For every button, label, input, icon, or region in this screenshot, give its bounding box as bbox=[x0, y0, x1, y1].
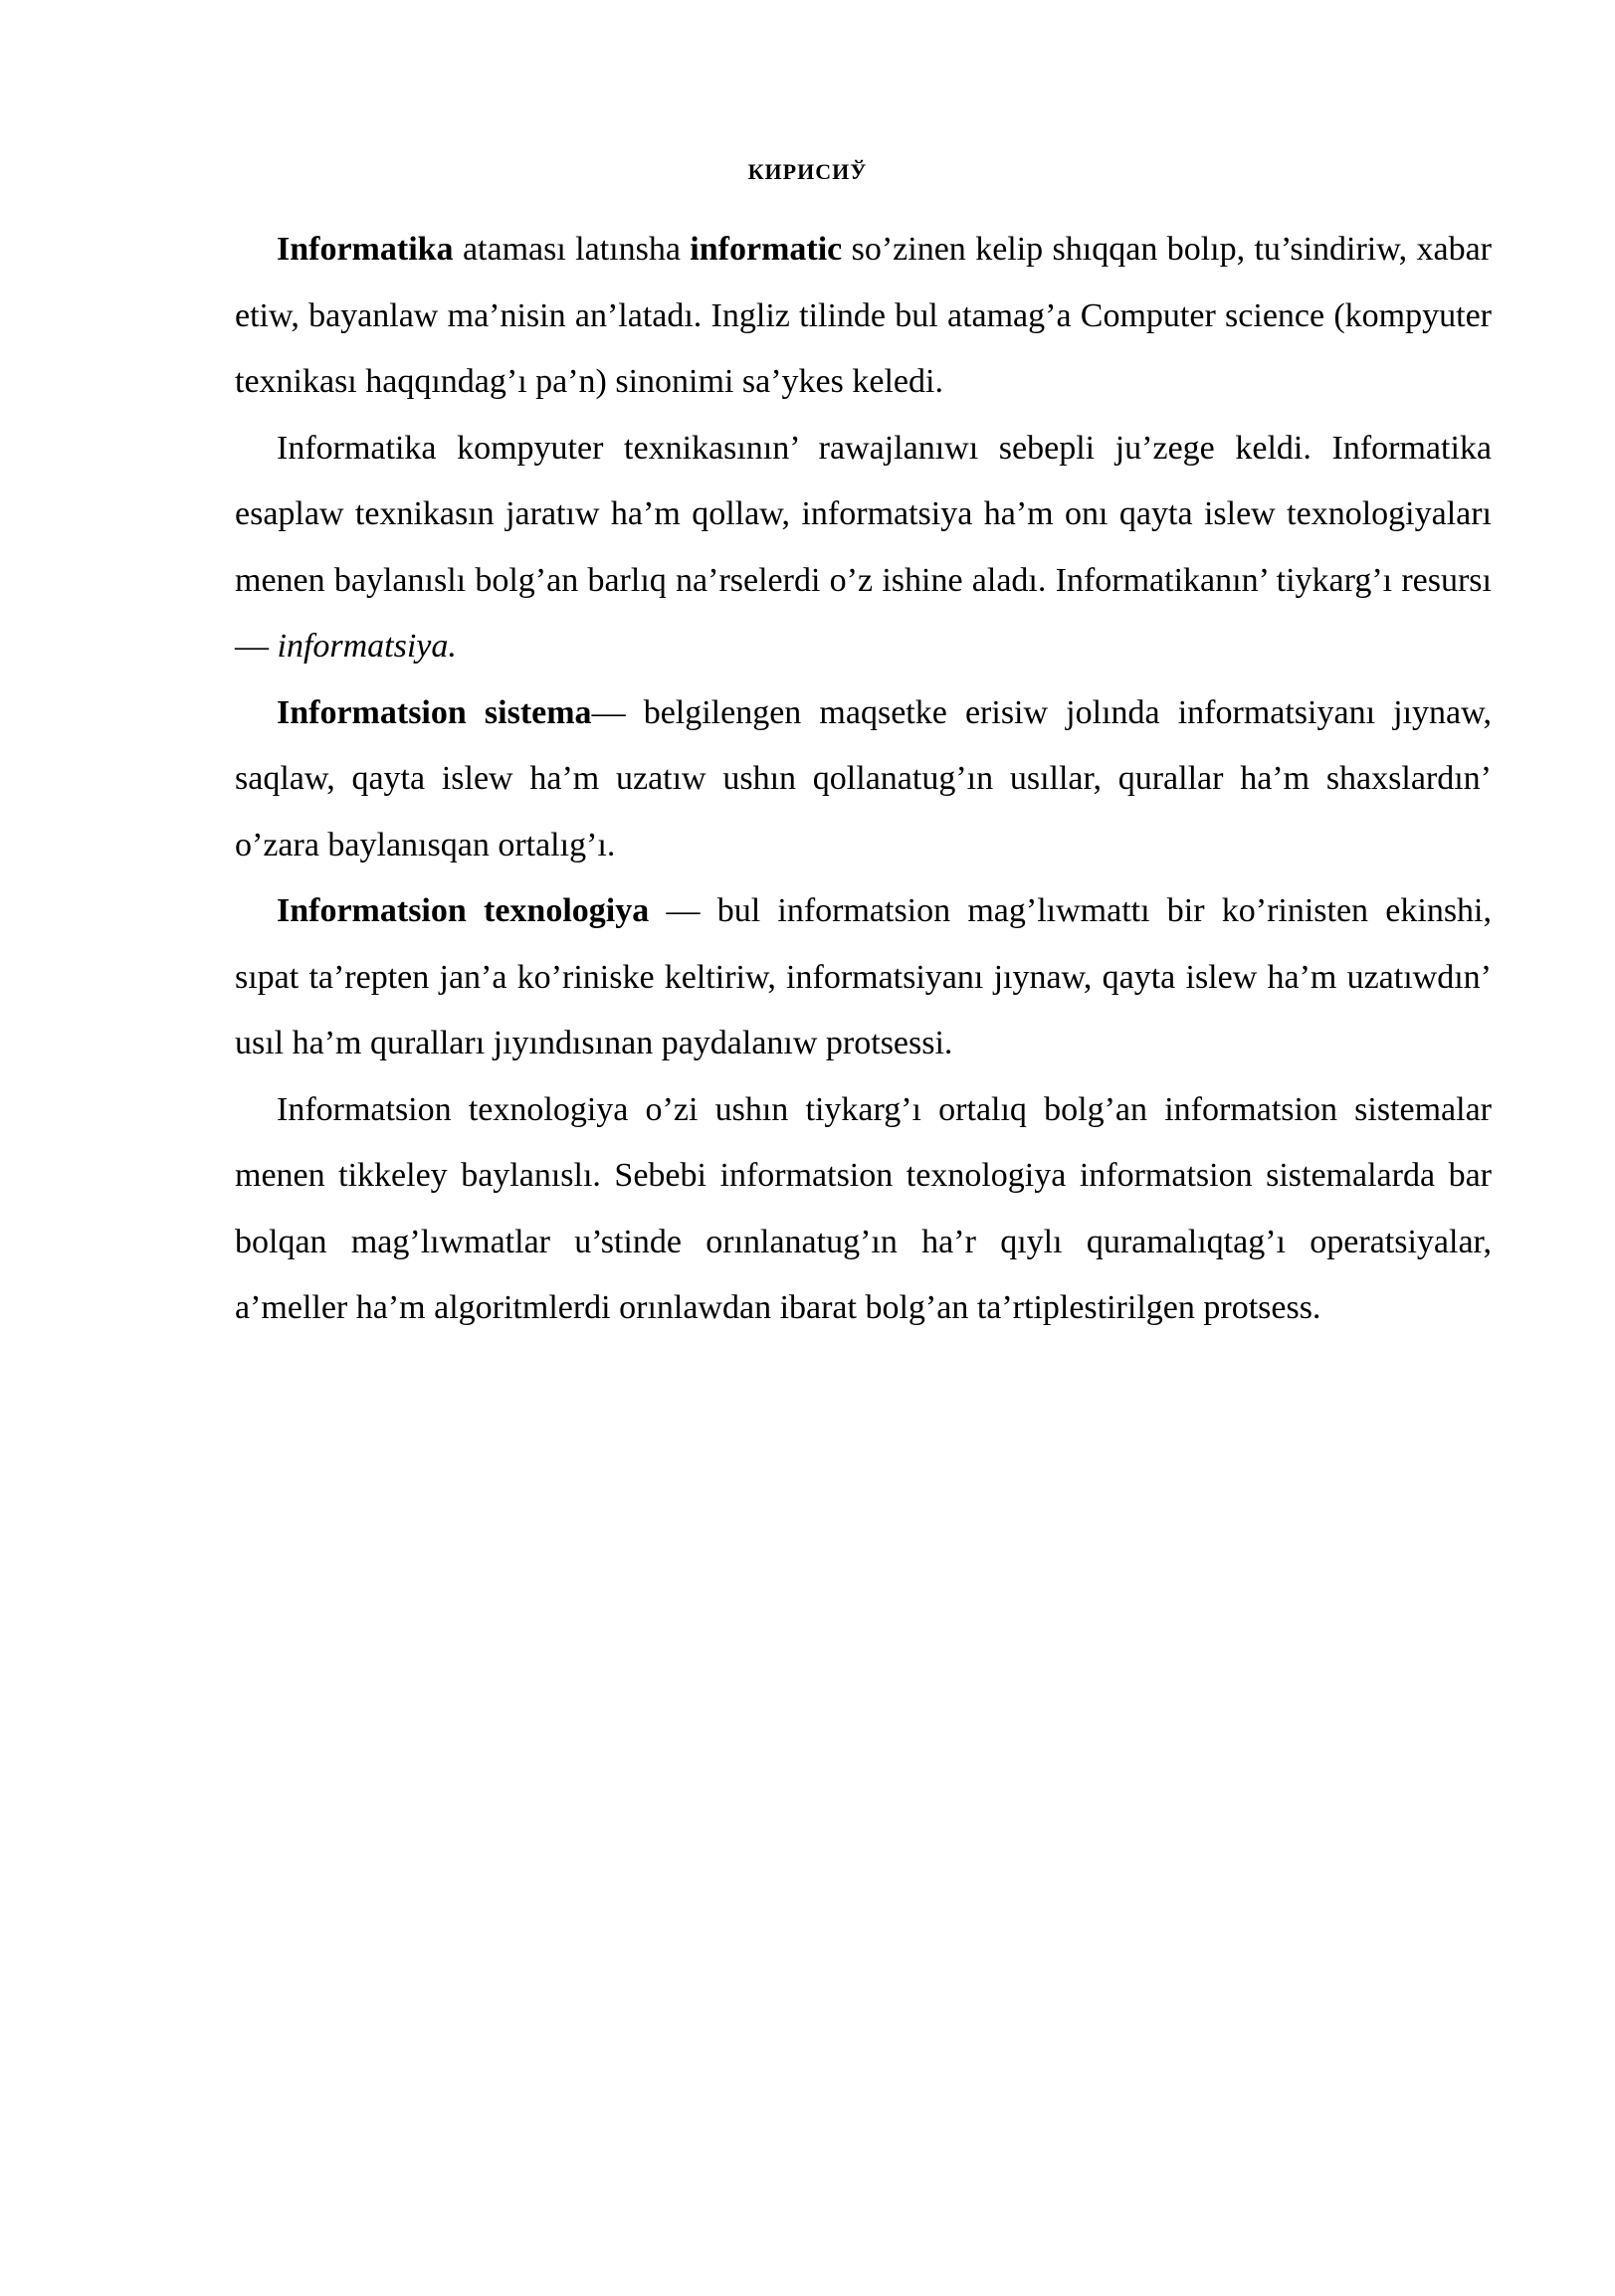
term-informatic: informatic bbox=[690, 231, 843, 268]
italic-informatsiya: informatsiya. bbox=[277, 628, 457, 665]
page-title: КИРИСИЎ bbox=[747, 159, 868, 184]
paragraph-text: — belgilengen maqsetke erisiw jolında informatsiyanı jıynaw, saqlaw, qayta islew ha’m uzatıw ushın qollanatug’ın usıllar, qurallar ha’m shaxslardın’ o’zara baylanısqan ortalıg’ı. bbox=[235, 693, 1492, 863]
paragraph-informatika-origin bbox=[235, 416, 1492, 680]
paragraph-texnologiya-sistema bbox=[235, 1077, 1492, 1342]
paragraph-text: Informatsion texnologiya o’zi ushın tiykarg’ı ortalıq bolg’an informatsion sistemalar menen tikkeley baylanıslı. Sebebi informatsion texnologiya informatsion sistemalarda bar bolqan mag’lıwmatlar u’stinde orınlanatug’ın ha’r qıylı quramalıqtag’ı operatsiyalar, a’meller ha’m algoritmlerdi orınlawdan ibarat bolg’an ta’rtiplestirilgen protsess. bbox=[235, 1090, 1492, 1326]
paragraph-informatika bbox=[235, 217, 1492, 416]
paragraph-informatsion-texnologiya bbox=[235, 878, 1492, 1077]
term-informatsion-texnologiya: Informatsion texnologiya bbox=[277, 892, 650, 929]
paragraph-text: — bul informatsion mag’lıwmattı bir ko’rinisten ekinshi, sıpat ta’repten jan’a ko’riniske keltiriw, informatsiyanı jıynaw, qayta islew ha’m uzatıwdın’ usıl ha’m quralları jıyındısınan paydalanıw protsessi. bbox=[235, 892, 1493, 1061]
paragraph-informatsion-sistema bbox=[235, 680, 1492, 879]
paragraph-text: so’zinen kelip shıqqan bolıp, tu’sindiriw, xabar etiw, bayanlaw ma’nisin an’latadı. Ingliz tilinde bul atamag’a Computer science (kompyuter texnikası haqqındag’ı pa’n) sinonimi sa’ykes keledi. bbox=[235, 231, 1492, 400]
paragraph-text: ataması latınsha bbox=[453, 231, 691, 268]
term-informatsion-sistema: Informatsion sistema bbox=[277, 693, 592, 731]
paragraph-text: Informatika kompyuter texnikasının’ rawajlanıwı sebepli ju’zege keldi. Informatika esaplaw texnikasın jaratıw ha’m qollaw, informatsiya ha’m onı qayta islew texnologiyaları menen baylanıslı bolg’an barlıq na’rselerdi o’z ishine aladı. Informatikanın’ tiykarg’ı resursı — bbox=[235, 429, 1492, 665]
document-body bbox=[235, 217, 1492, 1342]
term-informatika: Informatika bbox=[277, 231, 454, 268]
